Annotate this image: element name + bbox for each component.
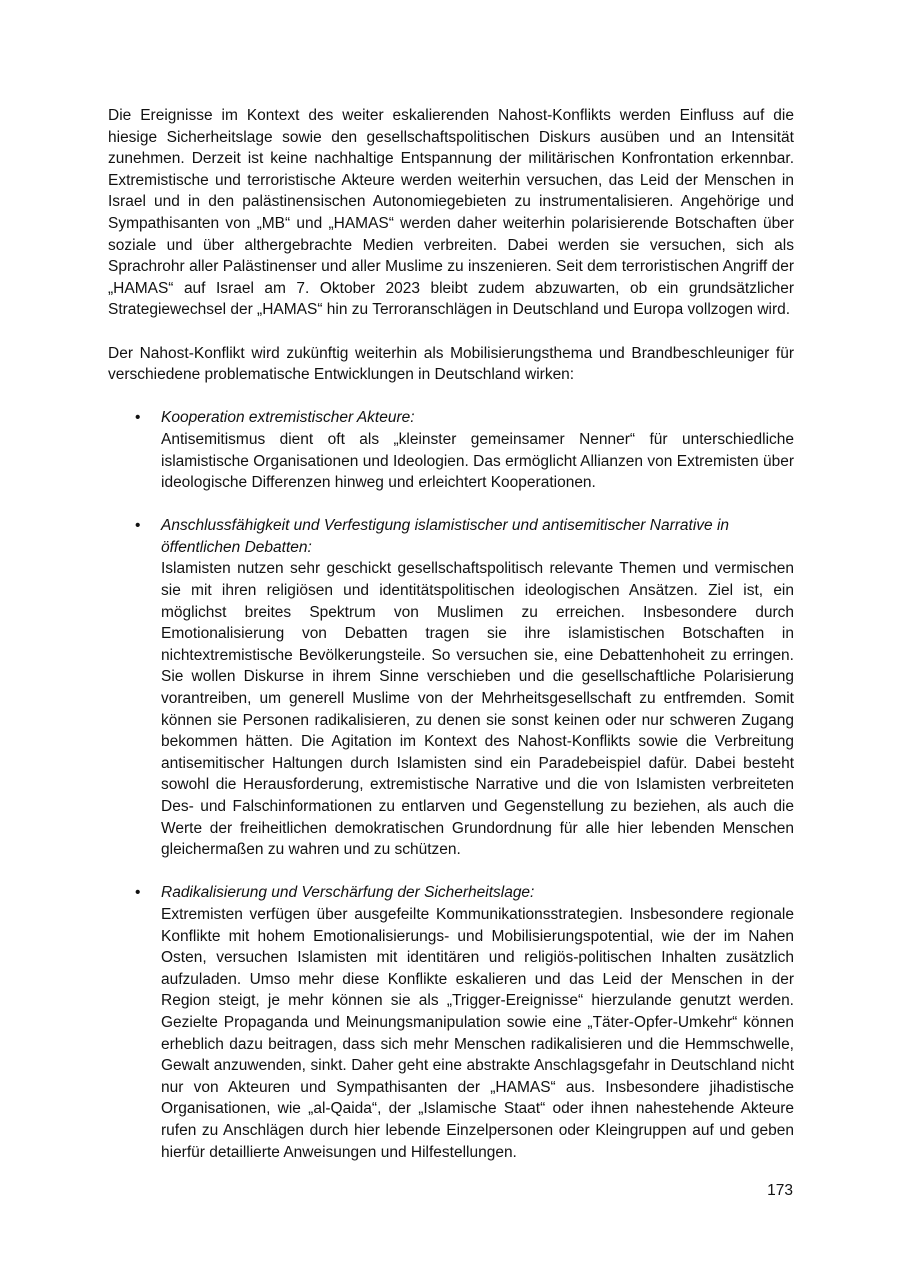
spacer	[108, 321, 794, 343]
page-content	[108, 105, 794, 1163]
list-item	[108, 515, 794, 861]
item-title: Anschlussfähigkeit und Verfestigung islamistischer und antisemitischer Narrative in öffentlichen Debatten:	[161, 517, 730, 556]
page-number: 173	[767, 1182, 793, 1199]
item-body: Islamisten nutzen sehr geschickt gesellschaftspolitisch relevante Themen und vermischen sie mit ihren religiösen und identitätspolitischen ideologischen Ansätzen. Ziel ist, ein möglichst breites Spektrum von Muslimen zu erreichen. Insbesondere durch Emotionalisierung von Debatten tragen sie ihre islamistischen Botschaften in nichtextremistische Bevölkerungsteile. So versuchen sie, eine Debattenhoheit zu erringen. Sie wollen Diskurse in ihrem Sinne verschieben und die gesellschaftliche Polarisierung vorantreiben, um generell Muslime von der Mehrheitsgesellschaft zu entfremden. Somit können sie Personen radikalisieren, zu denen sie sonst keinen oder nur schweren Zugang bekommen hätten. Die Agitation im Kontext des Nahost-Konflikts sowie die Verbreitung antisemitischer Haltungen durch Islamisten sind ein Paradebeispiel dafür. Dabei besteht sowohl die Herausforderung, extremistische Narrative und die von Islamisten verbreiteten Des- und Falschinformationen zu entlarven und Gegenstellung zu beziehen, als auch die Werte der freiheitlichen demokratischen Grundordnung für alle hier lebenden Menschen gleichermaßen zu wahren und zu schützen.	[161, 560, 794, 859]
intro-paragraph: Die Ereignisse im Kontext des weiter eskalierenden Nahost-Konflikts werden Einfluss auf die hiesige Sicherheitslage sowie den gesellschaftspolitischen Diskurs ausüben und an Intensität zunehmen. Derzeit ist keine nachhaltige Entspannung der militärischen Konfrontation erkennbar. Extremistische und terroristische Akteure werden weiterhin versuchen, das Leid der Menschen in Israel und in den palästinensischen Autonomiegebieten zu instrumentalisieren. Angehörige und Sympathisanten von „MB“ und „HAMAS“ werden daher weiterhin polarisierende Botschaften über soziale und über althergebrachte Medien verbreiten. Dabei werden sie versuchen, sich als Sprachrohr aller Palästinenser und aller Muslime zu inszenieren. Seit dem terroristischen Angriff der „HAMAS“ auf Israel am 7. Oktober 2023 bleibt zudem abzuwarten, ob ein grundsätzlicher Strategiewechsel der „HAMAS“ hin zu Terroranschlägen in Deutschland und Europa vollzogen wird.	[108, 107, 794, 319]
lead-paragraph: Der Nahost-Konflikt wird zukünftig weiterhin als Mobilisierungsthema und Brandbeschleuniger für verschiedene problematische Entwicklungen in Deutschland wirken:	[108, 344, 794, 384]
list-item	[108, 882, 794, 1163]
bullet-marker: •	[135, 517, 141, 535]
item-title: Radikalisierung und Verschärfung der Sicherheitslage:	[161, 884, 535, 902]
bullet-list	[108, 407, 794, 1163]
item-body: Extremisten verfügen über ausgefeilte Kommunikationsstrategien. Insbesondere regionale Konflikte mit hohem Emotionalisierungs- und Mobilisierungspotential, wie der im Nahen Osten, versuchen Islamisten mit identitären und religiös-politischen Inhalten zusätzlich aufzuladen. Umso mehr diese Konflikte eskalieren und das Leid der Menschen in der Region steigt, je mehr können sie als „Trigger-Ereignisse“ hierzulande genutzt werden. Gezielte Propaganda und Meinungsmanipulation sowie eine „Täter-Opfer-Umkehr“ können erheblich dazu beitragen, dass sich mehr Menschen radikalisieren und die Hemmschwelle, Gewalt anzuwenden, sinkt. Daher geht eine abstrakte Anschlagsgefahr in Deutschland nicht nur von Akteuren und Sympathisanten der „HAMAS“ aus. Insbesondere jihadistische Organisationen, wie „al-Qaida“, der „Islamische Staat“ oder ihnen nahestehende Akteure rufen zu Anschlägen durch hier lebende Einzelpersonen oder Kleingruppen auf und geben hierfür detaillierte Anweisungen und Hilfestellungen.	[161, 905, 794, 1161]
bullet-marker: •	[135, 409, 141, 427]
spacer	[108, 386, 794, 408]
item-title: Kooperation extremistischer Akteure:	[161, 409, 415, 427]
list-item	[108, 407, 794, 493]
spacer	[108, 861, 794, 883]
bullet-marker: •	[135, 884, 141, 902]
item-body: Antisemitismus dient oft als „kleinster gemeinsamer Nenner“ für unterschiedliche islamistische Organisationen und Ideologien. Das ermöglicht Allianzen von Extremisten über ideologische Differenzen hinweg und erleichtert Kooperationen.	[161, 430, 794, 492]
spacer	[108, 494, 794, 516]
